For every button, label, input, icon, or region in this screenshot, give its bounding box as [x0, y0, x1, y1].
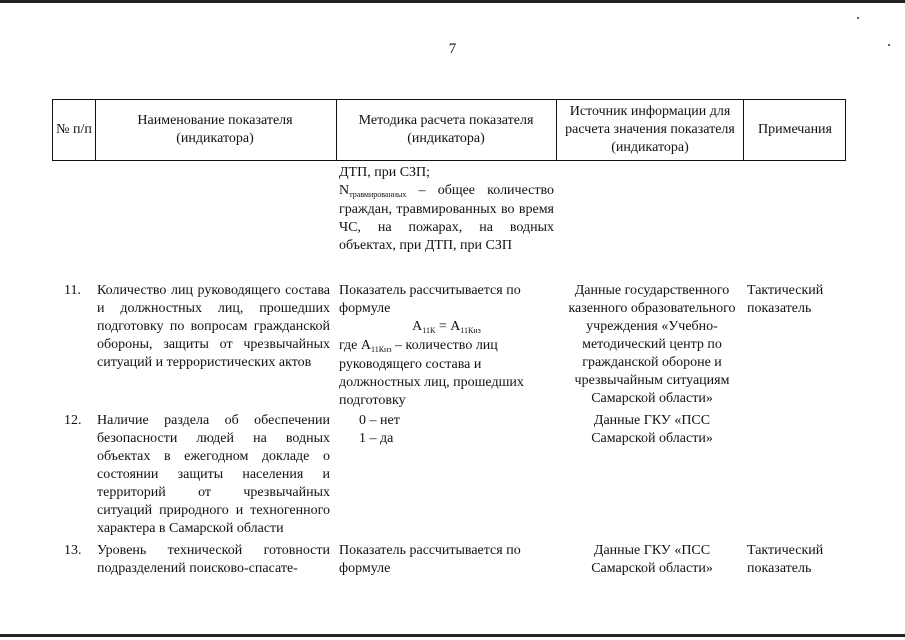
row-11-where: где $A_{11Кнз}$ – количество лиц руководящего состава и должностных лиц, прошедших подготовку	[339, 338, 524, 408]
row-12-source: Данные ГКУ «ПСС Самарской области»	[591, 413, 713, 446]
table-column-border	[336, 99, 337, 161]
row-11-method	[339, 282, 554, 410]
row-11-method-intro: Показатель рассчитывается по формуле	[339, 283, 521, 316]
page-top-border	[0, 0, 905, 3]
continuation-line1: ДТП, при СЗП;	[339, 165, 431, 180]
row-12-num: 12.	[64, 413, 82, 428]
row-11-formula: $A_{11К} = A_{11Кнз}$	[412, 319, 481, 335]
n-symbol: N	[339, 183, 350, 198]
row-12-method-yes: 1 – да	[359, 431, 394, 446]
header-notes: Примечания	[757, 122, 832, 137]
row-11-source: Данные государственного казенного образовательного учреждения «Учебно-методический центр по гражданской обороне и чрезвычайным ситуациям Самарской области»	[568, 283, 736, 406]
row-11-name: Количество лиц руководящего состава и должностных лиц, прошедших подготовку по вопросам гражданской обороны, защиты от чрезвычайных ситуаций и террористических актов	[97, 283, 330, 370]
row-13-num: 13.	[64, 543, 82, 558]
scan-speck	[857, 17, 859, 19]
row-13-method: Показатель рассчитывается по формуле	[339, 543, 521, 576]
table-column-border	[743, 99, 744, 161]
continuation-definition	[339, 182, 554, 255]
row-12-method	[359, 412, 549, 448]
table-column-border	[52, 99, 53, 161]
row-11-notes: Тактический показатель	[747, 283, 824, 316]
row-12-name: Наличие раздела об обеспечении безопасности людей на водных объектах в ежегодном докладе о состоянии защиты населения и территорий от чрезвычайных ситуаций природного и техногенного характера в Самарской области	[97, 413, 330, 536]
row-13-notes: Тактический показатель	[747, 543, 824, 576]
table-column-border	[95, 99, 96, 161]
method-continuation	[339, 164, 554, 255]
header-method: Методика расчета показателя (индикатора)	[358, 113, 534, 146]
page-bottom-border	[0, 634, 905, 637]
table-column-border	[556, 99, 557, 161]
n-subscript: травмированных	[349, 190, 407, 199]
page-number: 7	[448, 41, 457, 57]
header-source: Источник информации для расчета значения показателя (индикатора)	[565, 104, 735, 155]
n-text: – общее количество граждан, травмированных во время ЧС, на пожарах, на водных объектах, при ДТП, при СЗП	[339, 183, 554, 253]
header-name: Наименование показателя (индикатора)	[137, 113, 293, 146]
row-13-source: Данные ГКУ «ПСС Самарской области»	[591, 543, 713, 576]
table-column-border	[845, 99, 846, 161]
row-13-name: Уровень технической готовности подразделений поисково-спасате-	[97, 543, 330, 576]
row-12-method-no: 0 – нет	[359, 413, 400, 428]
header-num: № п/п	[56, 122, 92, 137]
row-11-num: 11.	[64, 283, 81, 298]
